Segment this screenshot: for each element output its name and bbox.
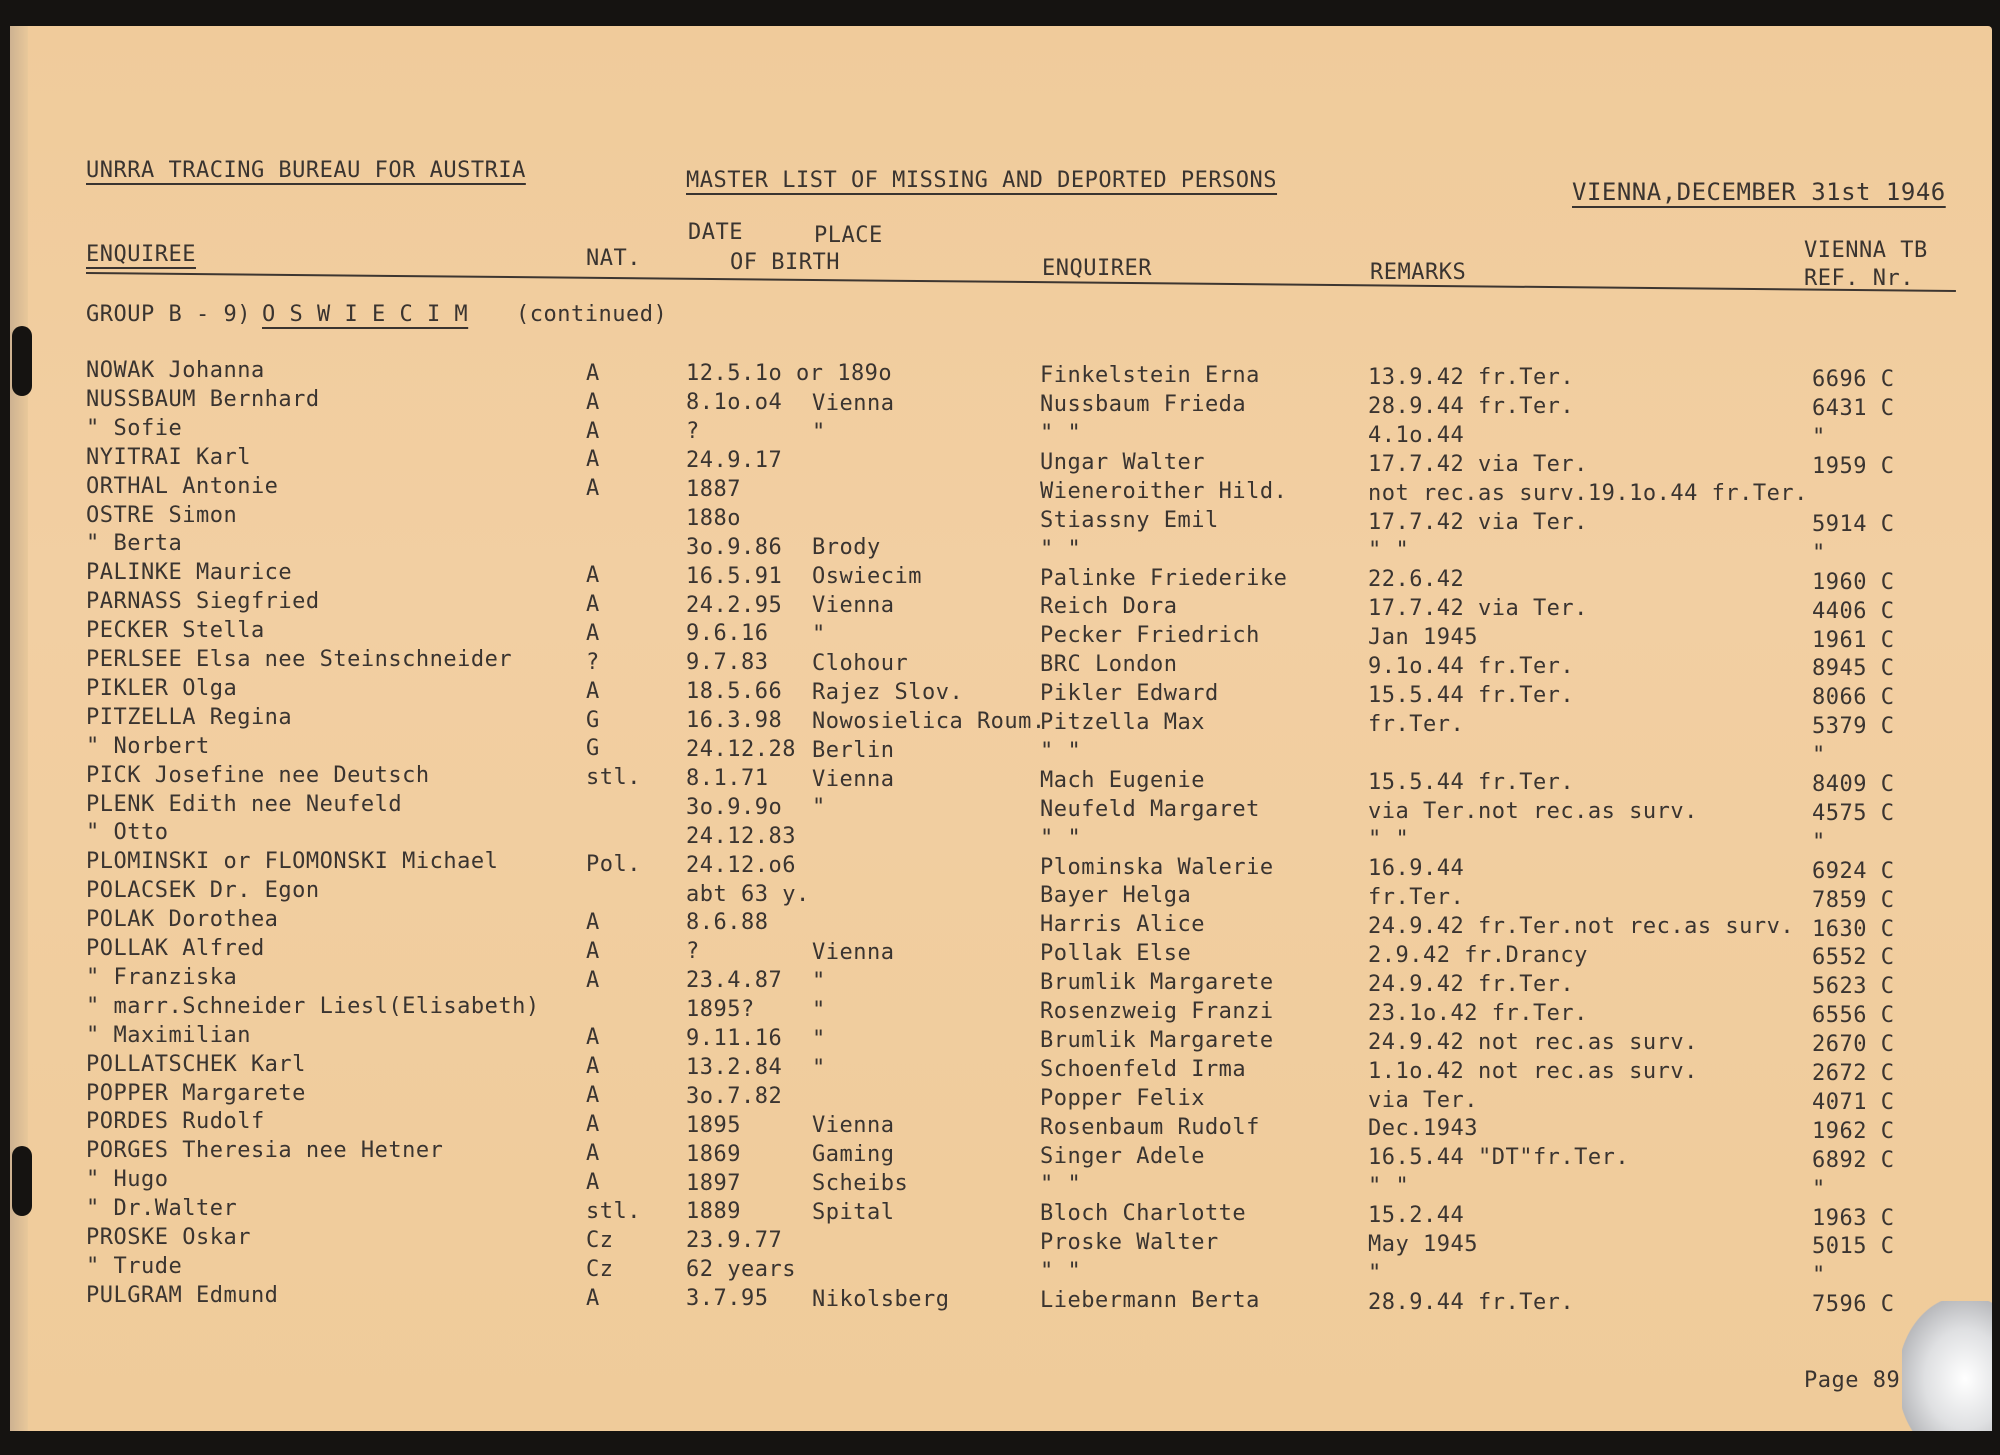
remarks: fr.Ter.	[1368, 711, 1465, 737]
col-date-line2: OF BIRTH	[730, 250, 840, 275]
nationality: A	[586, 1285, 600, 1311]
enquiree-name: " Hugo	[86, 1167, 169, 1193]
remarks: 28.9.44 fr.Ter.	[1368, 1289, 1575, 1315]
remarks: 13.9.42 fr.Ter.	[1368, 365, 1575, 391]
place-of-birth: "	[812, 622, 826, 648]
enquiree-name: PLOMINSKI or FLOMONSKI Michael	[86, 849, 499, 875]
reference-number: 1959 C	[1812, 454, 1895, 480]
page-number: Page 89	[1804, 1368, 1901, 1393]
enquirer-name: Brumlik Margarete	[1040, 1027, 1274, 1053]
nationality: A	[586, 909, 600, 935]
date-of-birth: 3o.9.86	[686, 534, 783, 560]
date-of-birth: 1887	[686, 476, 741, 502]
enquirer-name: " "	[1040, 1172, 1082, 1198]
remarks: via Ter.	[1368, 1087, 1478, 1113]
remarks: 2.9.42 fr.Drancy	[1368, 943, 1588, 969]
enquirer-name: " "	[1040, 421, 1082, 447]
place-of-birth: "	[812, 997, 826, 1023]
reference-number: 8409 C	[1812, 772, 1895, 798]
reference-number: "	[1812, 540, 1826, 566]
place-of-birth: Oswiecim	[812, 564, 922, 590]
enquirer-name: Harris Alice	[1040, 912, 1205, 938]
remarks: 1.1o.42 not rec.as surv.	[1368, 1058, 1698, 1084]
reference-number: 6892 C	[1812, 1147, 1895, 1173]
reference-number: 2672 C	[1812, 1061, 1895, 1087]
date-of-birth: 9.11.16	[686, 1026, 783, 1051]
reference-number: 5379 C	[1812, 714, 1895, 740]
reference-number: 5914 C	[1812, 511, 1895, 537]
nationality: G	[586, 707, 600, 733]
list-title: MASTER LIST OF MISSING AND DEPORTED PERSONS	[686, 168, 1278, 193]
reference-number: "	[1812, 743, 1826, 769]
col-enquirer: ENQUIRER	[1042, 256, 1152, 281]
enquirer-name: " "	[1040, 536, 1082, 562]
place-of-birth: Brody	[812, 535, 881, 561]
enquirer-name: Popper Felix	[1040, 1085, 1205, 1111]
nationality: A	[586, 1054, 600, 1080]
enquiree-name: POLLATSCHEK Karl	[86, 1051, 306, 1077]
nationality: A	[586, 967, 600, 993]
remarks: 15.5.44 fr.Ter.	[1368, 769, 1575, 795]
remarks: May 1945	[1368, 1232, 1478, 1258]
remarks: 28.9.44 fr.Ter.	[1368, 393, 1575, 419]
remarks: " "	[1368, 538, 1410, 564]
place-of-birth: "	[812, 1026, 826, 1052]
date-of-birth: 24.12.o6	[686, 852, 796, 878]
date-of-birth: 3o.7.82	[686, 1083, 783, 1109]
reference-number: 6552 C	[1812, 945, 1895, 971]
enquiree-name: PECKER Stella	[86, 618, 265, 644]
date-of-birth: 8.1o.o4	[686, 390, 783, 416]
reference-number: 4575 C	[1812, 800, 1895, 826]
date-of-birth: ?	[686, 419, 700, 445]
enquiree-name: " Sofie	[86, 415, 183, 441]
remarks: 17.7.42 via Ter.	[1368, 509, 1588, 535]
date-of-birth: 1897	[686, 1170, 741, 1196]
date-of-birth: 3.7.95	[686, 1286, 769, 1312]
nationality: Pol.	[586, 852, 641, 878]
date-of-birth: 62 years	[686, 1257, 796, 1283]
date-of-birth: 24.2.95	[686, 592, 783, 618]
nationality: A	[586, 620, 600, 646]
enquiree-name: PITZELLA Regina	[86, 704, 293, 730]
group-note: (continued)	[516, 302, 668, 327]
col-place: PLACE	[814, 223, 883, 248]
remarks: 9.1o.44 fr.Ter.	[1368, 654, 1575, 680]
enquiree-name: " Franziska	[86, 964, 238, 990]
remarks: " "	[1368, 1174, 1410, 1200]
place-of-birth: Gaming	[812, 1142, 895, 1168]
place-of-birth: Spital	[812, 1200, 895, 1226]
page-curl	[1902, 1301, 1992, 1431]
enquirer-name: Liebermann Berta	[1040, 1288, 1260, 1314]
enquirer-name: Pikler Edward	[1040, 681, 1219, 707]
nationality: A	[586, 1083, 600, 1109]
remarks: Jan 1945	[1368, 625, 1478, 651]
nationality: A	[586, 563, 600, 589]
date-of-birth: 188o	[686, 505, 741, 531]
remarks: via Ter.not rec.as surv.	[1368, 798, 1698, 824]
enquiree-name: NOWAK Johanna	[86, 358, 265, 383]
enquirer-name: Bayer Helga	[1040, 883, 1192, 909]
enquiree-name: PALINKE Maurice	[86, 560, 293, 586]
date-of-birth: 24.12.28	[686, 737, 796, 762]
enquirer-name: Neufeld Margaret	[1040, 796, 1260, 822]
date-of-birth: 24.9.17	[686, 448, 783, 473]
enquiree-name: PLENK Edith nee Neufeld	[86, 791, 403, 817]
nationality: A	[586, 1025, 600, 1051]
date-of-birth: 23.4.87	[686, 968, 783, 994]
place-of-birth: Scheibs	[812, 1171, 909, 1197]
enquirer-name: Finkelstein Erna	[1040, 363, 1260, 389]
enquiree-name: NUSSBAUM Bernhard	[86, 386, 320, 412]
place-of-birth: Vienna	[812, 593, 895, 619]
enquiree-name: POPPER Margarete	[86, 1080, 306, 1106]
date-title: VIENNA,DECEMBER 31st 1946	[1572, 178, 1946, 206]
enquirer-name: Ungar Walter	[1040, 449, 1205, 475]
date-of-birth: 1895	[686, 1112, 741, 1138]
date-of-birth: 16.3.98	[686, 708, 783, 734]
date-of-birth: 18.5.66	[686, 679, 783, 705]
enquiree-name: " Otto	[86, 820, 169, 846]
col-remarks: REMARKS	[1370, 260, 1467, 285]
reference-number: 6431 C	[1812, 396, 1895, 422]
nationality: A	[586, 360, 600, 386]
nationality: Cz	[586, 1227, 614, 1253]
enquiree-name: PERLSEE Elsa nee Steinschneider	[86, 647, 513, 672]
reference-number: 1960 C	[1812, 569, 1895, 595]
nationality: stl.	[586, 1198, 641, 1224]
enquirer-name: Plominska Walerie	[1040, 854, 1274, 880]
enquiree-name: NYITRAI Karl	[86, 444, 251, 470]
enquiree-name: PULGRAM Edmund	[86, 1282, 279, 1308]
reference-number: 6924 C	[1812, 858, 1895, 884]
date-of-birth: 3o.9.9o	[686, 794, 783, 820]
reference-number: 2670 C	[1812, 1032, 1895, 1058]
enquiree-name: " marr.Schneider Liesl(Elisabeth)	[86, 993, 540, 1019]
date-of-birth: 8.1.71	[686, 765, 769, 791]
reference-number: 1961 C	[1812, 627, 1895, 653]
enquirer-name: Pollak Else	[1040, 941, 1192, 967]
nationality: A	[586, 1112, 600, 1138]
place-of-birth: Nikolsberg	[812, 1286, 950, 1312]
place-of-birth: Nowosielica Roum.	[812, 708, 1046, 734]
enquiree-name: " Maximilian	[86, 1022, 251, 1048]
reference-number: "	[1812, 425, 1826, 451]
remarks: 15.5.44 fr.Ter.	[1368, 682, 1575, 708]
remarks: Dec.1943	[1368, 1116, 1478, 1142]
group-name: O S W I E C I M	[262, 302, 469, 327]
remarks: 23.1o.42 fr.Ter.	[1368, 1000, 1588, 1026]
date-of-birth: 16.5.91	[686, 563, 783, 589]
nationality: A	[586, 938, 600, 964]
enquirer-name: BRC London	[1040, 652, 1178, 678]
reference-number: 8066 C	[1812, 685, 1895, 711]
date-of-birth: 1895?	[686, 997, 755, 1023]
nationality: stl.	[586, 765, 641, 791]
place-of-birth: "	[812, 968, 826, 994]
reference-number: 4071 C	[1812, 1089, 1895, 1115]
remarks: 17.7.42 via Ter.	[1368, 596, 1588, 622]
reference-number: "	[1812, 1176, 1826, 1202]
nationality: A	[586, 447, 600, 473]
enquirer-name: Bloch Charlotte	[1040, 1201, 1247, 1227]
enquirer-name: Stiassny Emil	[1040, 507, 1219, 533]
nationality: A	[586, 591, 600, 617]
header-rule	[86, 272, 1956, 292]
reference-number: 6556 C	[1812, 1003, 1895, 1029]
enquiree-name: " Dr.Walter	[86, 1196, 238, 1222]
date-of-birth: 24.12.83	[686, 823, 796, 849]
nationality: A	[586, 389, 600, 415]
reference-number: 5623 C	[1812, 974, 1895, 1000]
col-enquiree: ENQUIREE	[86, 242, 196, 267]
reference-number: "	[1812, 829, 1826, 855]
col-ref-line1: VIENNA TB	[1804, 238, 1928, 263]
place-of-birth: Clohour	[812, 650, 909, 676]
enquirer-name: Nussbaum Frieda	[1040, 392, 1247, 418]
enquirer-name: Reich Dora	[1040, 594, 1178, 620]
date-of-birth: 12.5.1o or 189o	[686, 361, 893, 387]
place-of-birth: Rajez Slov.	[812, 679, 964, 705]
remarks: 24.9.42 fr.Ter.	[1368, 971, 1575, 997]
remarks: 24.9.42 fr.Ter.not rec.as surv.	[1368, 914, 1795, 940]
enquiree-name: PICK Josefine nee Deutsch	[86, 762, 430, 788]
date-of-birth: 1889	[686, 1199, 741, 1225]
remarks: 16.5.44 "DT"fr.Ter.	[1368, 1145, 1630, 1171]
enquirer-name: Brumlik Margarete	[1040, 970, 1274, 996]
enquirer-name: Proske Walter	[1040, 1230, 1219, 1256]
enquirer-name: Pecker Friedrich	[1040, 623, 1260, 649]
bureau-title: UNRRA TRACING BUREAU FOR AUSTRIA	[86, 158, 526, 183]
enquiree-name: OSTRE Simon	[86, 502, 238, 528]
reference-number: 1963 C	[1812, 1205, 1895, 1231]
enquiree-name: " Trude	[86, 1253, 183, 1279]
remarks: fr.Ter.	[1368, 885, 1465, 911]
enquiree-name: PROSKE Oskar	[86, 1225, 251, 1250]
enquirer-name: Pitzella Max	[1040, 710, 1205, 736]
enquirer-name: " "	[1040, 1259, 1082, 1285]
reference-number: "	[1812, 1263, 1826, 1289]
enquiree-name: POLAK Dorothea	[86, 907, 279, 933]
date-of-birth: abt 63 y.	[686, 881, 810, 907]
enquiree-name: " Berta	[86, 531, 183, 557]
reference-number: 4406 C	[1812, 598, 1895, 624]
remarks: 15.2.44	[1368, 1203, 1465, 1229]
remarks: 4.1o.44	[1368, 422, 1465, 448]
remarks: not rec.as surv.19.1o.44 fr.Ter.	[1368, 480, 1808, 506]
reference-number: 1630 C	[1812, 916, 1895, 942]
nationality: A	[586, 418, 600, 444]
date-of-birth: 1869	[686, 1141, 741, 1167]
nationality: A	[586, 678, 600, 704]
enquirer-name: Mach Eugenie	[1040, 767, 1205, 793]
reference-number: 7859 C	[1812, 887, 1895, 913]
enquirer-name: " "	[1040, 738, 1082, 764]
place-of-birth: Vienna	[812, 1113, 895, 1139]
col-date-line1: DATE	[688, 220, 743, 245]
nationality: Cz	[586, 1256, 614, 1282]
nationality: A	[586, 476, 600, 502]
reference-number: 6696 C	[1812, 367, 1895, 393]
reference-number: 7596 C	[1812, 1292, 1895, 1318]
nationality: G	[586, 736, 600, 762]
nationality: ?	[586, 649, 600, 675]
nationality: A	[586, 1169, 600, 1195]
col-ref-line2: REF. Nr.	[1804, 266, 1914, 291]
date-of-birth: 13.2.84	[686, 1054, 783, 1080]
remarks: 16.9.44	[1368, 856, 1465, 882]
enquiree-name: PORDES Rudolf	[86, 1109, 265, 1135]
date-of-birth: ?	[686, 939, 700, 965]
enquiree-name: ORTHAL Antonie	[86, 473, 279, 499]
enquiree-name: PORGES Theresia nee Hetner	[86, 1138, 444, 1164]
nationality: A	[586, 1141, 600, 1167]
enquirer-name: " "	[1040, 825, 1082, 851]
place-of-birth: "	[812, 795, 826, 821]
reference-number: 8945 C	[1812, 656, 1895, 682]
enquiree-name: PIKLER Olga	[86, 675, 238, 701]
enquirer-name: Rosenbaum Rudolf	[1040, 1114, 1260, 1140]
col-nat: NAT.	[586, 246, 641, 271]
date-of-birth: 9.7.83	[686, 650, 769, 676]
enquiree-name: " Norbert	[86, 733, 210, 759]
place-of-birth: Berlin	[812, 737, 895, 763]
remarks: 22.6.42	[1368, 567, 1465, 593]
enquirer-name: Palinke Friederike	[1040, 565, 1288, 591]
place-of-birth: Vienna	[812, 939, 895, 965]
enquiree-name: POLLAK Alfred	[86, 936, 265, 961]
remarks: 17.7.42 via Ter.	[1368, 451, 1588, 477]
enquirer-name: Rosenzweig Franzi	[1040, 999, 1274, 1025]
enquirer-name: Singer Adele	[1040, 1143, 1205, 1169]
enquirer-name: Schoenfeld Irma	[1040, 1056, 1247, 1082]
place-of-birth: "	[812, 419, 826, 445]
place-of-birth: Vienna	[812, 390, 895, 416]
reference-number: 1962 C	[1812, 1118, 1895, 1144]
reference-number: 5015 C	[1812, 1234, 1895, 1260]
date-of-birth: 9.6.16	[686, 621, 769, 647]
place-of-birth: Vienna	[812, 766, 895, 792]
place-of-birth: "	[812, 1055, 826, 1081]
enquiree-name: POLACSEK Dr. Egon	[86, 878, 320, 904]
enquiree-name: PARNASS Siegfried	[86, 589, 320, 615]
remarks: "	[1368, 1260, 1382, 1286]
group-label: GROUP B - 9)	[86, 302, 251, 327]
remarks: 24.9.42 not rec.as surv.	[1368, 1029, 1698, 1055]
date-of-birth: 8.6.88	[686, 910, 769, 936]
date-of-birth: 23.9.77	[686, 1228, 783, 1254]
enquirer-name: Wieneroither Hild.	[1040, 478, 1288, 504]
remarks: " "	[1368, 827, 1410, 853]
